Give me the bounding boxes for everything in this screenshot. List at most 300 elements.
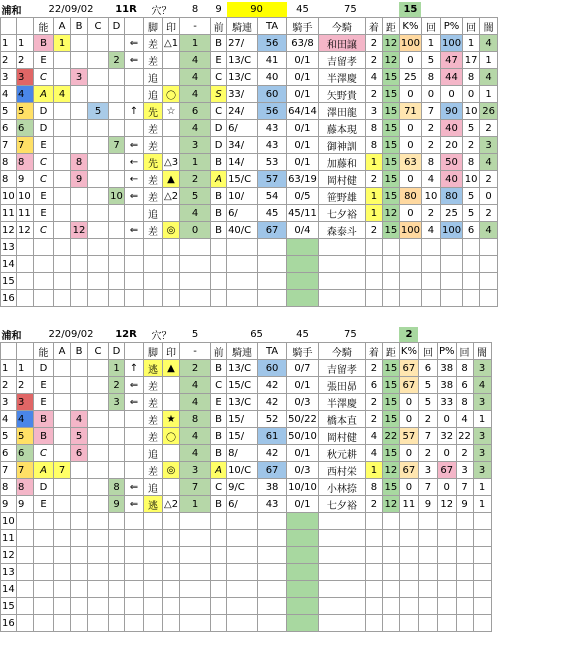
prev-grade: C xyxy=(211,69,227,86)
empty-cell xyxy=(227,581,258,598)
stat-c: 90 xyxy=(227,2,287,18)
p-percent: 20 xyxy=(440,137,462,154)
empty-cell xyxy=(365,273,382,290)
finish-position: 1 xyxy=(365,154,382,171)
prediction-mark xyxy=(163,479,180,496)
empty-cell xyxy=(211,564,227,581)
prediction-mark xyxy=(163,445,180,462)
ta-value: 57 xyxy=(258,171,287,188)
minus-value: 1 xyxy=(180,35,211,52)
prediction-mark: △2 xyxy=(163,496,180,513)
finish-position: 8 xyxy=(365,479,382,496)
k-percent: 67 xyxy=(399,360,418,377)
distance-value: 15 xyxy=(382,188,399,205)
empty-cell xyxy=(71,547,88,564)
rank-d: 9 xyxy=(109,496,125,513)
k-percent: 0 xyxy=(399,52,421,69)
frame-number: 8 xyxy=(1,171,17,188)
prev-grade: B xyxy=(211,222,227,239)
col-b: B xyxy=(71,343,88,360)
empty-cell xyxy=(54,530,71,547)
ta-value: 61 xyxy=(258,428,287,445)
empty-cell xyxy=(180,581,211,598)
move-arrow xyxy=(125,411,144,428)
prediction-mark: ◎ xyxy=(163,462,180,479)
jockey-name: 張田昴 xyxy=(318,377,365,394)
running-style: 差 xyxy=(144,35,163,52)
finish-position: 2 xyxy=(365,35,382,52)
col-d: D xyxy=(109,18,125,35)
prev-grade: E xyxy=(211,52,227,69)
distance-value: 15 xyxy=(382,411,399,428)
ability-grade: B xyxy=(34,428,54,445)
minus-value: 5 xyxy=(180,188,211,205)
rank-c xyxy=(88,394,109,411)
jockey-record: 0/1 xyxy=(287,496,319,513)
frame-number: 6 xyxy=(1,120,17,137)
table-row xyxy=(1,615,492,632)
hole-label: 穴？ xyxy=(151,331,172,342)
empty-cell xyxy=(365,598,382,615)
empty-cell xyxy=(211,239,227,256)
col-b: B xyxy=(71,18,88,35)
prev-grade: A xyxy=(211,462,227,479)
rank-b xyxy=(71,35,88,52)
p-count: 6 xyxy=(456,377,473,394)
distance-value: 15 xyxy=(382,103,399,120)
spacer xyxy=(421,2,497,18)
empty-cell xyxy=(34,581,54,598)
empty-cell xyxy=(144,513,163,530)
empty-cell xyxy=(463,239,480,256)
frame-number: 11 xyxy=(1,205,17,222)
p-count: 8 xyxy=(463,69,480,86)
empty-cell xyxy=(71,239,88,256)
empty-cell xyxy=(144,564,163,581)
horse-number: 9 xyxy=(17,496,34,513)
row-number: 13 xyxy=(1,239,17,256)
minus-value: 4 xyxy=(180,69,211,86)
ability-grade: D xyxy=(34,103,54,120)
empty-cell xyxy=(34,615,54,632)
ta-value: 56 xyxy=(258,35,287,52)
race-header xyxy=(1,2,498,18)
rank-b xyxy=(71,360,88,377)
jockey-pair-value: 6/ xyxy=(227,205,258,222)
empty-cell xyxy=(17,273,34,290)
jockey-name: 加藤和 xyxy=(318,154,365,171)
empty-cell xyxy=(318,598,365,615)
frame-number: 3 xyxy=(1,69,17,86)
row-number: 14 xyxy=(1,256,17,273)
ta-value: 43 xyxy=(258,137,287,154)
race-date: 22/09/02 xyxy=(48,329,94,340)
dark-value: 3 xyxy=(473,428,491,445)
running-style: 差 xyxy=(144,137,163,154)
col-k-count: 回 xyxy=(421,18,440,35)
empty-cell xyxy=(399,256,421,273)
running-style: 追 xyxy=(144,479,163,496)
race-table xyxy=(0,2,498,307)
empty-cell xyxy=(163,530,180,547)
empty-cell xyxy=(88,581,109,598)
horse-number: 2 xyxy=(17,52,34,69)
ta-value: 56 xyxy=(258,103,287,120)
rank-d xyxy=(109,171,125,188)
jockey-name: 笹野雄 xyxy=(318,188,365,205)
empty-cell xyxy=(54,290,71,307)
ability-grade: D xyxy=(34,479,54,496)
p-percent: 44 xyxy=(440,69,462,86)
venue-label: 浦和 xyxy=(1,6,22,17)
ta-value: 42 xyxy=(258,445,287,462)
empty-cell xyxy=(418,513,437,530)
empty-cell xyxy=(440,239,462,256)
p-percent: 12 xyxy=(437,496,456,513)
empty-cell xyxy=(163,581,180,598)
empty-cell xyxy=(163,564,180,581)
rank-b xyxy=(71,479,88,496)
row-number: 13 xyxy=(1,564,17,581)
table-row xyxy=(1,171,498,188)
empty-cell xyxy=(418,547,437,564)
empty-cell xyxy=(71,615,88,632)
ta-value: 41 xyxy=(258,52,287,69)
p-count: 8 xyxy=(456,394,473,411)
row-number: 15 xyxy=(1,598,17,615)
empty-cell xyxy=(421,273,440,290)
dark-value: 3 xyxy=(473,360,491,377)
jockey-pair-value: 15/C xyxy=(227,377,258,394)
running-style: 差 xyxy=(144,171,163,188)
rank-a xyxy=(54,171,71,188)
rank-d: 8 xyxy=(109,479,125,496)
rank-b xyxy=(71,205,88,222)
race-sheet-11r xyxy=(0,2,578,307)
empty-cell xyxy=(480,290,498,307)
frame-number: 7 xyxy=(1,462,17,479)
empty-cell xyxy=(54,564,71,581)
jockey-pair-value: 13/C xyxy=(227,52,258,69)
empty-cell xyxy=(71,290,88,307)
prediction-mark xyxy=(163,120,180,137)
empty-cell xyxy=(287,513,319,530)
empty-cell xyxy=(318,239,365,256)
empty-cell xyxy=(17,547,34,564)
rank-b: 8 xyxy=(71,154,88,171)
dark-value: 2 xyxy=(480,205,498,222)
empty-cell xyxy=(227,547,258,564)
k-count: 5 xyxy=(418,377,437,394)
jockey-name: 藤本現 xyxy=(318,120,365,137)
empty-cell xyxy=(287,615,319,632)
empty-cell xyxy=(437,564,456,581)
p-count: 5 xyxy=(463,120,480,137)
move-arrow: ⇐ xyxy=(125,394,144,411)
rank-c xyxy=(88,411,109,428)
empty-cell xyxy=(125,239,144,256)
empty-cell xyxy=(382,547,399,564)
empty-cell xyxy=(382,273,399,290)
jockey-pair-value: 14/ xyxy=(227,154,258,171)
empty-cell xyxy=(437,530,456,547)
rank-b xyxy=(71,394,88,411)
empty-cell xyxy=(365,530,382,547)
rank-d: 1 xyxy=(109,360,125,377)
horse-number: 1 xyxy=(17,360,34,377)
empty-cell xyxy=(473,564,491,581)
frame-number: 4 xyxy=(1,86,17,103)
empty-cell xyxy=(163,256,180,273)
k-percent: 0 xyxy=(399,411,418,428)
stat-d: 45 xyxy=(296,4,309,15)
k-percent: 100 xyxy=(399,35,421,52)
rank-a xyxy=(54,360,71,377)
empty-cell xyxy=(54,598,71,615)
race-number: 11R xyxy=(115,4,137,15)
k-count: 5 xyxy=(418,394,437,411)
frame-number: 4 xyxy=(1,411,17,428)
frame-number: 8 xyxy=(1,154,17,171)
p-percent: 40 xyxy=(440,171,462,188)
jockey-pair-value: 27/ xyxy=(227,35,258,52)
p-count: 10 xyxy=(463,103,480,120)
move-arrow: ⇐ xyxy=(125,188,144,205)
minus-value: 3 xyxy=(180,462,211,479)
empty-cell xyxy=(211,615,227,632)
running-style: 差 xyxy=(144,462,163,479)
empty-cell xyxy=(473,513,491,530)
dark-value: 4 xyxy=(480,35,498,52)
rank-c xyxy=(88,496,109,513)
rank-a: 1 xyxy=(54,35,71,52)
rank-c xyxy=(88,171,109,188)
jockey-name: 岡村健 xyxy=(318,171,365,188)
horse-number: 4 xyxy=(17,411,34,428)
empty-cell xyxy=(473,615,491,632)
empty-cell xyxy=(125,256,144,273)
empty-cell xyxy=(71,513,88,530)
col-dark: 闇 xyxy=(473,343,491,360)
k-percent: 0 xyxy=(399,120,421,137)
row-number: 16 xyxy=(1,615,17,632)
empty-cell xyxy=(437,547,456,564)
jockey-record: 64/14 xyxy=(287,103,319,120)
empty-cell xyxy=(211,581,227,598)
k-percent: 67 xyxy=(399,462,418,479)
k-count: 6 xyxy=(418,360,437,377)
empty-cell xyxy=(88,530,109,547)
ta-value: 38 xyxy=(258,479,287,496)
empty-cell xyxy=(365,564,382,581)
empty-cell xyxy=(421,239,440,256)
col-arrow xyxy=(125,343,144,360)
k-percent: 63 xyxy=(399,154,421,171)
empty-cell xyxy=(421,256,440,273)
running-style: 差 xyxy=(144,188,163,205)
empty-cell xyxy=(125,581,144,598)
empty-cell xyxy=(144,581,163,598)
empty-cell xyxy=(144,598,163,615)
empty-cell xyxy=(163,598,180,615)
empty-cell xyxy=(437,598,456,615)
prev-grade: S xyxy=(211,86,227,103)
frame-number: 1 xyxy=(1,360,17,377)
empty-cell xyxy=(227,273,258,290)
distance-value: 15 xyxy=(382,394,399,411)
col-jockey: 騎手 xyxy=(287,343,319,360)
frame-number: 5 xyxy=(1,428,17,445)
row-number: 10 xyxy=(1,513,17,530)
col-blank xyxy=(1,18,17,35)
empty-cell xyxy=(180,615,211,632)
empty-cell xyxy=(480,273,498,290)
jockey-pair-value: 15/ xyxy=(227,411,258,428)
rank-c xyxy=(88,205,109,222)
empty-cell xyxy=(163,513,180,530)
hole-label: 穴？ xyxy=(151,6,172,17)
col-jockey-pair: 騎連 xyxy=(227,18,258,35)
p-percent: 38 xyxy=(437,360,456,377)
col-blank xyxy=(17,343,34,360)
rank-b: 3 xyxy=(71,69,88,86)
stat-a: 8 xyxy=(191,4,199,15)
prediction-mark: ◎ xyxy=(163,222,180,239)
column-header-row xyxy=(1,18,498,35)
minus-value: 2 xyxy=(180,360,211,377)
empty-cell xyxy=(211,256,227,273)
k-percent: 0 xyxy=(399,205,421,222)
empty-cell xyxy=(473,547,491,564)
empty-cell xyxy=(365,513,382,530)
dark-value: 1 xyxy=(473,479,491,496)
empty-cell xyxy=(456,615,473,632)
empty-cell xyxy=(71,598,88,615)
empty-cell xyxy=(144,239,163,256)
empty-cell xyxy=(399,273,421,290)
p-percent: 47 xyxy=(440,52,462,69)
spacer xyxy=(382,2,399,18)
finish-position: 4 xyxy=(365,445,382,462)
empty-cell xyxy=(227,513,258,530)
minus-value: 2 xyxy=(180,171,211,188)
empty-cell xyxy=(211,530,227,547)
distance-value: 12 xyxy=(382,52,399,69)
empty-cell xyxy=(437,615,456,632)
col-finish: 着 xyxy=(365,343,382,360)
empty-cell xyxy=(144,530,163,547)
dark-value: 3 xyxy=(473,462,491,479)
empty-cell xyxy=(456,598,473,615)
empty-cell xyxy=(227,290,258,307)
jockey-pair-value: 10/ xyxy=(227,188,258,205)
prev-grade: B xyxy=(211,154,227,171)
empty-cell xyxy=(109,273,125,290)
horse-number: 11 xyxy=(17,205,34,222)
stat-f: 15 xyxy=(399,2,421,18)
move-arrow xyxy=(125,445,144,462)
rank-a xyxy=(54,69,71,86)
k-count: 3 xyxy=(418,462,437,479)
minus-value: 4 xyxy=(180,428,211,445)
empty-cell xyxy=(318,290,365,307)
k-count: 4 xyxy=(421,171,440,188)
dark-value: 3 xyxy=(473,445,491,462)
finish-position: 2 xyxy=(365,222,382,239)
empty-cell xyxy=(211,290,227,307)
finish-position: 2 xyxy=(365,171,382,188)
table-row xyxy=(1,428,492,445)
jockey-record: 0/3 xyxy=(287,394,319,411)
empty-cell xyxy=(318,581,365,598)
rank-c xyxy=(88,86,109,103)
table-row xyxy=(1,445,492,462)
rank-b xyxy=(71,86,88,103)
frame-number: 5 xyxy=(1,103,17,120)
rank-d xyxy=(109,154,125,171)
finish-position: 2 xyxy=(365,411,382,428)
empty-cell xyxy=(180,530,211,547)
empty-cell xyxy=(287,547,319,564)
col-current-jockey: 今騎 xyxy=(318,343,365,360)
frame-number: 6 xyxy=(1,445,17,462)
k-percent: 0 xyxy=(399,479,418,496)
k-count: 2 xyxy=(418,445,437,462)
empty-cell xyxy=(318,564,365,581)
k-count: 8 xyxy=(421,154,440,171)
empty-cell xyxy=(109,581,125,598)
prediction-mark xyxy=(163,52,180,69)
empty-cell xyxy=(318,615,365,632)
p-percent: 0 xyxy=(437,445,456,462)
table-row xyxy=(1,103,498,120)
p-count: 2 xyxy=(456,445,473,462)
rank-a xyxy=(54,428,71,445)
empty-cell xyxy=(88,239,109,256)
rank-d: 7 xyxy=(109,137,125,154)
rank-a xyxy=(54,411,71,428)
col-distance: 距 xyxy=(382,18,399,35)
empty-cell xyxy=(125,615,144,632)
prev-grade: D xyxy=(211,120,227,137)
table-row xyxy=(1,273,498,290)
ability-grade: C xyxy=(34,222,54,239)
empty-cell xyxy=(17,564,34,581)
empty-cell xyxy=(382,581,399,598)
empty-cell xyxy=(71,256,88,273)
empty-cell xyxy=(382,290,399,307)
prev-grade: B xyxy=(211,496,227,513)
empty-cell xyxy=(418,598,437,615)
empty-cell xyxy=(440,273,462,290)
empty-cell xyxy=(88,256,109,273)
rank-b xyxy=(71,496,88,513)
distance-value: 15 xyxy=(382,445,399,462)
running-style: 差 xyxy=(144,52,163,69)
running-style: 差 xyxy=(144,428,163,445)
empty-cell xyxy=(88,598,109,615)
col-p-pct: P% xyxy=(437,343,456,360)
rank-d xyxy=(109,103,125,120)
move-arrow: ← xyxy=(125,171,144,188)
empty-cell xyxy=(17,290,34,307)
table-row xyxy=(1,205,498,222)
k-count: 7 xyxy=(421,103,440,120)
empty-cell xyxy=(17,598,34,615)
empty-cell xyxy=(365,239,382,256)
col-a: A xyxy=(54,18,71,35)
empty-cell xyxy=(180,273,211,290)
